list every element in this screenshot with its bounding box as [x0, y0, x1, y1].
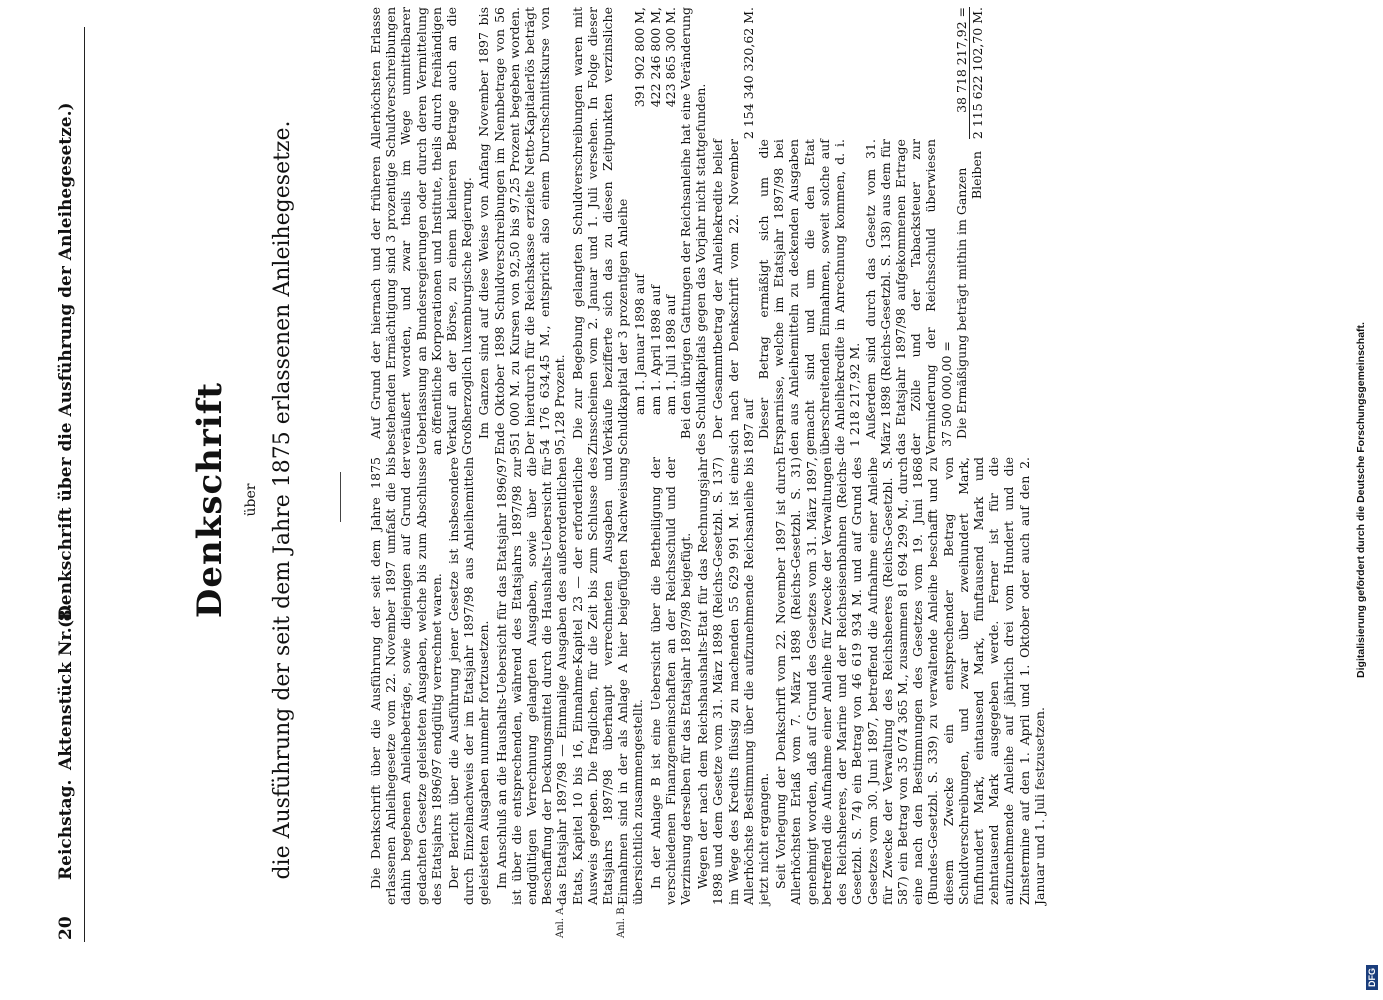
- remain-label: Bleiben: [969, 151, 985, 200]
- table-cell-value: 423 865 300 M.: [662, 7, 678, 108]
- paragraph: Die Denkschrift über die Ausführung der seit dem Jahre 1875 erlassenen Anleihegesetze vom 22. November 1897 umfaßt die bis dahin begebenen Anleihebeträge, sowie diejenigen auf Grund der gedachten Gesetze geleisteten Ausgaben, welche bis zum Abschlusse des Etatsjahrs 1896/97 endgültig verrechnet waren.: [368, 457, 444, 905]
- header-right: (Denkschrift über die Ausführung der Anleihegesetze.): [56, 102, 76, 628]
- reduction-description: Außerdem sind durch das Gesetz vom 31. März 1898 (Reichs-Gesetzbl. S. 138) aus dem für das Etatsjahr 1897/98 aufgekommenen Ertrage der Zölle und der Tabacksteuer zur Verminderung der Reichsschuld überwiesen: [862, 139, 939, 455]
- table-cell-label: [756, 139, 862, 455]
- margin-note-anl-b: Anl. B.: [616, 904, 627, 938]
- table-cell-label: [863, 139, 954, 455]
- savings-amount: 1 218 217,92 M.: [847, 342, 863, 447]
- paragraph: Im Anschluß an die Haushalts-Uebersicht für das Etatsjahr 1896/97 ist über die entsprechenden, während des Etatsjahrs 1897/98 zur endgültigen Verrechnung gelangten Ausgaben, sowie über die Beschaffung der Deckungsmittel durch die Haushalts-Uebersicht für das Etatsjahr 1897/98 — Einmalige Ausgaben des außerordentlichen Etats, Kapitel 10 bis 16, Einnahme-Kapitel 23 — der erforderliche Ausweis gegeben. Die fraglichen, für die Zeit bis zum Schlusse des Etatsjahrs 1897/98 überhaupt verrechneten Ausgaben und Einnahmen sind in der als Anlage A hier beigefügten Nachweisung übersichtlich zusammengestellt.: [493, 457, 646, 905]
- reduction-amount: 37 500 000,00 =: [938, 341, 954, 447]
- header-left: Reichstag.: [56, 779, 76, 880]
- margin-note-anl-a: Anl. A.: [555, 904, 566, 938]
- reduction-total: 38 718 217,92 =: [953, 7, 969, 113]
- calculation-table: [710, 7, 985, 455]
- digitization-credit: Digitalisierung gefördert durch die Deutsche Forschungsgemeinschaft.: [1355, 322, 1367, 678]
- paragraph: Bei den übrigen Gattungen der Reichsanleihe hat eine Veränderung des Schuldkapitals gegen das Vorjahr nicht stattgefunden.: [678, 7, 709, 455]
- remain-total: 2 115 622 102,70 M.: [969, 7, 985, 140]
- table-cell-label: am 1. Juli 1898 auf: [662, 294, 678, 415]
- table-row: [663, 7, 678, 455]
- title-separator: [340, 472, 341, 522]
- paragraph: Auf Grund der hiernach und der früheren Allerhöchsten Erlasse bestehenden Ermächtigung sind 3 prozentige Schuldverschreibungen veräußert worden, und zwar theils im Wege unmittelbarer Ueberlassung an Bundesregierungen oder durch deren Vermittelung an öffentliche Korporationen und Institute, theils durch freihändigen Verkauf an der Börse, zu einem kleineren Betrage auch an die Großherzoglich luxemburgische Regierung.: [368, 7, 475, 455]
- reduction-label: Die Ermäßigung beträgt mithin im Ganzen: [953, 167, 969, 439]
- right-column: [368, 7, 985, 455]
- table-row: [954, 7, 970, 455]
- table-cell-value: 391 902 800 M,: [632, 7, 648, 108]
- dfg-logo: DFG: [1366, 965, 1378, 990]
- table-cell-value: 422 246 800 M,: [647, 7, 663, 108]
- running-header: [56, 40, 86, 940]
- table-row: [969, 7, 985, 455]
- table-row: [648, 7, 663, 455]
- document-title: Denkschrift: [190, 381, 230, 619]
- table-cell-label: am 1. Januar 1898 auf: [632, 273, 648, 415]
- header-rule: [84, 27, 85, 942]
- dates-table: [632, 7, 678, 455]
- table-row: [756, 7, 862, 455]
- table-cell-label: am 1. April 1898 auf: [647, 284, 663, 415]
- paragraph: In der Anlage B ist eine Uebersicht über die Betheiligung der verschiedenen Finanzgemeinschaften an der Reichsschuld und der Verzinsung derselben für das Etatsjahr 1897/98 beigefügt.: [647, 457, 694, 905]
- header-middle: Aktenstück Nr. 8.: [56, 603, 76, 770]
- savings-description: Dieser Betrag ermäßigt sich um die Ersparnisse, welche im Etatsjahr 1897/98 bei den aus Anleihemitteln zu deckenden Ausgaben gemacht sind und um die den Etat überschreitenden Einnahmen, soweit solche auf die Anleihekredite in Anrechnung kommen, d. i.: [756, 139, 848, 455]
- paragraph: Die zur Begebung gelangten Schuldverschreibungen waren mit Zinsscheinen vom 2. Januar und 1. Juli versehen. In Folge dieser Verkäufe bezifferte sich das zu diesen Zeitpunkten verzinsliche Schuldkapital der 3 prozentigen Anleihe: [569, 7, 631, 455]
- paragraph: Wegen der nach dem Reichshaushalts-Etat für das Rechnungsjahr 1898 und dem Gesetze vom 31. März 1898 (Reichs-Gesetzbl. S. 137) im Wege des Kredits flüssig zu machenden 55 629 991 M. ist eine Allerhöchste Bestimmung über die aufzunehmende Reichsanleihe bis jetzt nicht ergangen.: [695, 457, 772, 905]
- left-column: [368, 457, 1049, 905]
- document-subtitle: die Ausführung der seit dem Jahre 1875 erlassenen Anleihegesetze.: [270, 120, 295, 880]
- paragraph: Der Bericht über die Ausführung jener Gesetze ist insbesondere durch Einzelnachweis der im Etatsjahr 1897/98 aus Anleihemitteln geleisteten Ausgaben nunmehr fortzusetzen.: [446, 457, 492, 905]
- table-row: [710, 7, 756, 455]
- table-cell-label: Der Gesammtbetrag der Anleihekredite belief sich nach der Denkschrift vom 22. November 1897 auf: [710, 139, 756, 455]
- table-row: [863, 7, 954, 455]
- page-number: 20: [56, 916, 76, 940]
- title-connector: über: [243, 483, 259, 517]
- paragraph: Im Ganzen sind auf diese Weise von Anfang November 1897 bis Ende Oktober 1898 Schuldverschreibungen im Nennbetrage von 56 951 000 M. zu Kursen von 92,50 bis 97,25 Prozent begeben worden. Der hierdurch für die Reichskasse erzielte Netto-Kapitalerlös beträgt 54 176 634,45 M., entspricht also einem Durchschnittskurse von 95,128 Prozent.: [476, 7, 568, 455]
- total-credits: 2 154 340 320,62 M.: [740, 7, 756, 140]
- paragraph: Seit Vorlegung der Denkschrift vom 22. November 1897 ist durch Allerhöchsten Erlaß vom 7. März 1898 (Reichs-Gesetzbl. S. 31) genehmigt worden, daß auf Grund des Gesetzes vom 31. März 1897, betreffend die Aufnahme einer Anleihe für Zwecke der Verwaltungen des Reichsheeres, der Marine und der Reichseisenbahnen (Reichs-Gesetzbl. S. 74) ein Betrag von 46 619 934 M. und auf Grund des Gesetzes vom 30. Juni 1897, betreffend die Aufnahme einer Anleihe für Zwecke der Verwaltung des Reichsheeres (Reichs-Gesetzbl. S. 587) ein Betrag von 35 074 365 M., zusammen 81 694 299 M., durch eine nach den Bestimmungen des Gesetzes vom 19. Juni 1868 (Bundes-Gesetzbl. S. 339) zu verwaltende Anleihe beschafft und zu diesem Zwecke ein entsprechender Betrag von Schuldverschreibungen, und zwar über zweihundert Mark, fünfhundert Mark, eintausend Mark, fünftausend Mark und zehntausend Mark ausgegeben werde. Ferner ist für die aufzunehmende Anleihe auf jährlich drei vom Hundert und die Zinstermine auf den 1. April und 1. Oktober oder auch auf den 2. Januar und 1. Juli festzusetzen.: [773, 457, 1047, 905]
- table-row: [632, 7, 647, 455]
